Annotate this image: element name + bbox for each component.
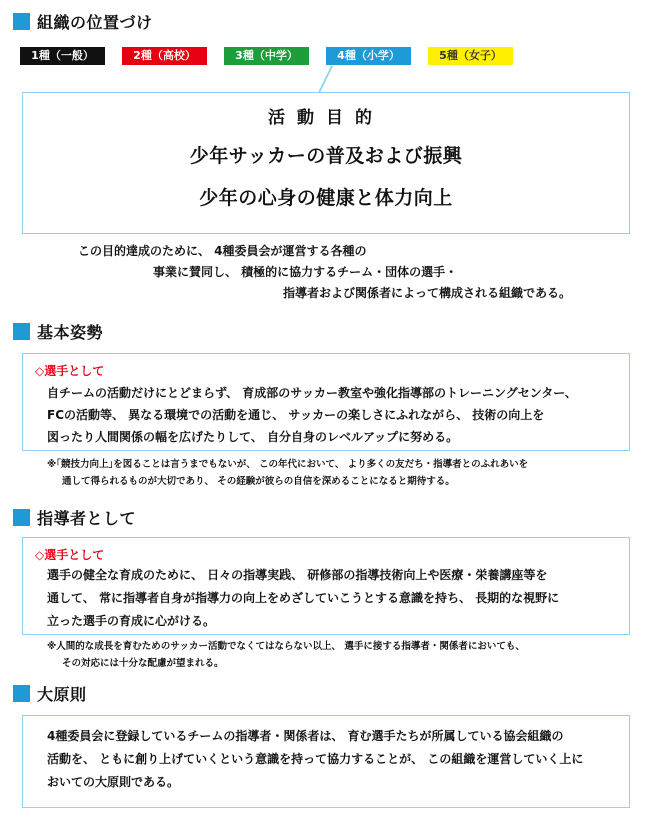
body-line: 4種委員会に登録しているチームの指導者・関係者は、 育む選手たちが所属している協会組織の	[47, 729, 564, 743]
note-line: 通して得られるものが大切であり、 その経験が彼らの自信を深めることになると期待する。	[62, 476, 455, 487]
card-label: ◇選手として	[35, 364, 105, 378]
purpose-box	[22, 92, 630, 234]
purpose-line-2: 少年の心身の健康と体力向上	[199, 187, 453, 209]
category-badge-2: 2種（高校）	[122, 47, 207, 65]
section-header-position	[13, 11, 153, 31]
section-square-icon	[13, 323, 30, 340]
card-body	[47, 725, 619, 794]
section-square-icon	[13, 509, 30, 526]
section-header-basic-stance	[13, 321, 103, 341]
section-header-coach	[13, 507, 136, 527]
purpose-line-1: 少年サッカーの普及および振興	[189, 145, 463, 167]
body-line: 自チームの活動だけにとどまらず、 育成部のサッカー教室や強化指導部のトレーニングセンター、	[47, 386, 577, 400]
note-line: その対応には十分な配慮が望まれる。	[62, 658, 224, 669]
section-title: 指導者として	[37, 508, 137, 528]
section-title: 組織の位置づけ	[37, 12, 153, 32]
category-badge-3: 3種（中学）	[224, 47, 309, 65]
body-line: FCの活動等、 異なる環境での活動を通じ、 サッカーの楽しさにふれながら、 技術の向上を	[47, 408, 545, 422]
card-label: ◇選手として	[35, 548, 105, 562]
body-line: 図ったり人間関係の幅を広げたりして、 自分自身のレベルアップに努める。	[47, 430, 459, 444]
section-square-icon	[13, 13, 30, 30]
body-line: 活動を、 ともに創り上げていくという意識を持って協力することが、 この組織を運営していく上に	[47, 752, 584, 766]
body-line: 立った選手の育成に心がける。	[47, 614, 216, 628]
purpose-desc-line-3: 指導者および関係者によって構成される組織である。	[283, 286, 572, 300]
purpose-desc-line-2: 事業に賛同し、 積極的に協力するチーム・団体の選手・	[153, 265, 458, 279]
category-badge-5: 5種（女子）	[428, 47, 513, 65]
note-line: ※人間的な成長を育むためのサッカー活動でなくてはならない以上、 選手に接する指導者・関係者においても、	[47, 641, 525, 652]
purpose-desc-line-1: この目的達成のために、 4種委員会が運営する各種の	[78, 244, 367, 258]
section-title: 基本姿勢	[37, 322, 104, 342]
section-square-icon	[13, 685, 30, 702]
body-line: 選手の健全な育成のために、 日々の指導実践、 研修部の指導技術向上や医療・栄養講座等を	[47, 568, 548, 582]
principle-box	[22, 715, 630, 808]
body-line: おいての大原則である。	[47, 775, 180, 789]
category-badge-4: 4種（小学）	[326, 47, 411, 65]
card-body	[47, 382, 619, 448]
category-badge-1: 1種（一般）	[20, 47, 105, 65]
section-header-principle	[13, 683, 87, 703]
card-body	[47, 564, 619, 633]
section-title: 大原則	[37, 684, 87, 704]
note-line: ※｢競技力向上｣を図ることは言うまでもないが、 この年代において、 より多くの友だち・指導者とのふれあいを	[47, 459, 529, 470]
category-badges	[20, 47, 513, 65]
body-line: 通して、 常に指導者自身が指導力の向上をめざしていこうとする意識を持ち、 長期的な視野に	[47, 591, 560, 605]
coach-box	[22, 537, 630, 635]
purpose-heading: 活動目的	[268, 108, 384, 128]
basic-stance-box	[22, 353, 630, 451]
